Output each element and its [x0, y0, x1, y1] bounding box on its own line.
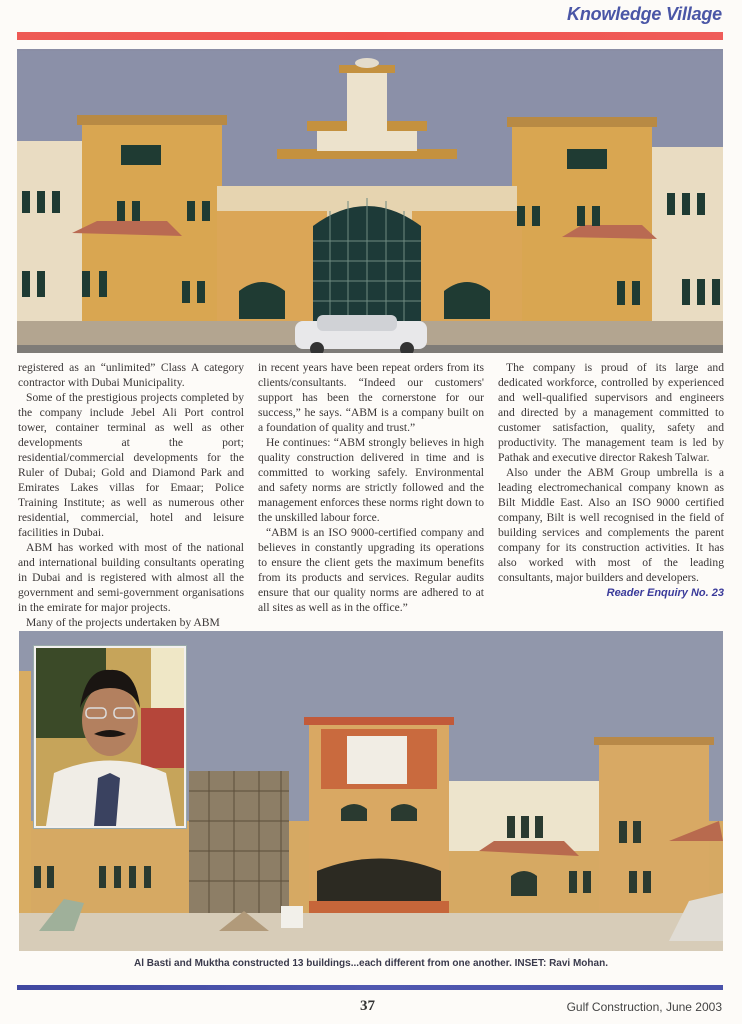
bottom-accent-bar — [17, 985, 723, 990]
article-column-1 — [18, 360, 244, 630]
paragraph: “ABM is an ISO 9000-certified company and believes in constantly upgrading its operations to ensure the client gets the maximum benefits from its products and services. Regular audits ensure that our quality norms are adhered to at all sites as well as in the office.” — [258, 526, 484, 614]
paragraph: The company is proud of its large and dedicated workforce, controlled by experienced and well-qualified supervisors and engineers and directed by a management committed to customer satisfaction, quality, safety and productivity. The management team is led by Pathak and executive director Rakesh Talwar. — [498, 361, 724, 464]
paragraph: ABM has worked with most of the national and international building consultants operating in Dubai and is registered with almost all the government and semi-government organisations in the emirate for major projects. — [18, 541, 244, 614]
top-accent-bar — [17, 32, 723, 40]
portrait-image — [36, 648, 184, 826]
paragraph: registered as an “unlimited” Class A category contractor with Dubai Municipality. — [18, 361, 244, 389]
paragraph: Many of the projects undertaken by ABM — [26, 616, 220, 629]
publication-info: Gulf Construction, June 2003 — [566, 1000, 722, 1014]
paragraph: Also under the ABM Group umbrella is a leading electromechanical company known as Bilt Middle East. Also an ISO 9000 certified company, Bilt is well recognised in the field of building services and complements the parent company for its construction activities. It has also worked with most of the leading consultants, major builders and developers. — [498, 466, 724, 584]
paragraph: in recent years have been repeat orders from its clients/consultants. “Indeed our customers' support has been the cornerstone for our success,” he says. “ABM is a company built on a foundation of quality and trust.” — [258, 361, 484, 434]
paragraph: He continues: “ABM strongly believes in high quality construction delivered in time and is committed to working safely. Environmental and safety norms are strictly followed and the management enforces these norms right down to the unskilled labour force. — [258, 436, 484, 524]
top-photo — [17, 51, 723, 353]
article-column-2 — [258, 360, 484, 615]
section-title: Knowledge Village — [567, 4, 722, 24]
building-facade-image — [17, 51, 723, 353]
paragraph: Some of the prestigious projects completed by the company include Jebel Ali Port control tower, container terminal as well as other developments at the port; residential/commercial developments for the Ruler of Dubai; Gold and Diamond Park and Emirates Lakes villas for Emaar; Police Training Institute; as well as numerous other residential, commercial, hotel and leisure facilities in Dubai. — [18, 391, 244, 539]
article-column-3 — [498, 360, 724, 601]
page-number: 37 — [360, 998, 375, 1014]
inset-portrait — [34, 646, 186, 828]
reader-enquiry: Reader Enquiry No. 23 — [606, 587, 724, 599]
photo-caption: Al Basti and Muktha constructed 13 buildings...each different from one another. INSET: Ravi Mohan. — [134, 958, 608, 969]
